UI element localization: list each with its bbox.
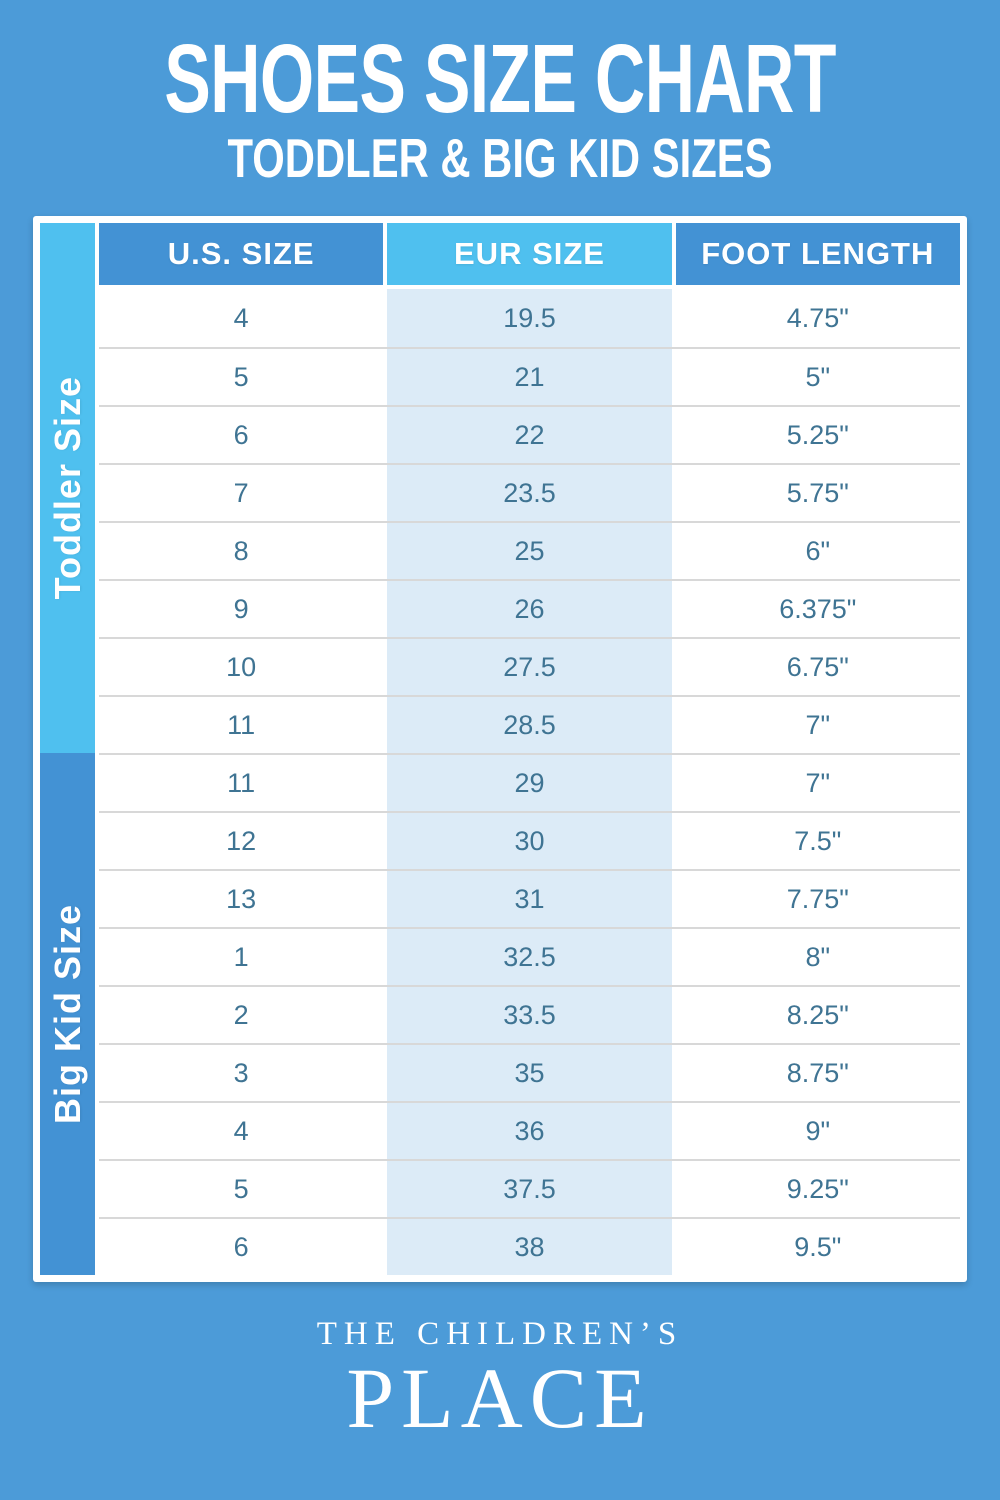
foot-length-cell: 5.25" — [676, 407, 960, 463]
table-row — [99, 811, 960, 869]
foot-length-cell: 5.75" — [676, 465, 960, 521]
us-size-cell: 1 — [99, 929, 383, 985]
us-size-cell: 11 — [99, 697, 383, 753]
eur-size-cell: 22 — [387, 407, 671, 463]
eur-size-cell: 31 — [387, 871, 671, 927]
table-row — [99, 347, 960, 405]
us-size-cell: 4 — [99, 1103, 383, 1159]
section-sidebar — [40, 223, 95, 1275]
eur-size-cell: 30 — [387, 813, 671, 869]
table-row — [99, 289, 960, 347]
table-row — [99, 985, 960, 1043]
table-row — [99, 405, 960, 463]
column-header-eur-size: EUR SIZE — [387, 223, 671, 285]
foot-length-cell: 8" — [676, 929, 960, 985]
eur-size-cell: 29 — [387, 755, 671, 811]
size-chart-table — [33, 216, 967, 1282]
eur-size-cell: 33.5 — [387, 987, 671, 1043]
brand-name-line1: THE CHILDREN’S — [316, 1316, 684, 1352]
table-row — [99, 463, 960, 521]
foot-length-cell: 7.5" — [676, 813, 960, 869]
table-header-row — [99, 223, 960, 285]
eur-size-cell: 37.5 — [387, 1161, 671, 1217]
section-toddler — [40, 223, 95, 753]
foot-length-cell: 9.25" — [676, 1161, 960, 1217]
foot-length-cell: 6.75" — [676, 639, 960, 695]
eur-size-cell: 32.5 — [387, 929, 671, 985]
page-title: SHOES SIZE CHART — [164, 24, 836, 133]
us-size-cell: 6 — [99, 1219, 383, 1275]
eur-size-cell: 23.5 — [387, 465, 671, 521]
table-row — [99, 869, 960, 927]
eur-size-cell: 26 — [387, 581, 671, 637]
eur-size-cell: 35 — [387, 1045, 671, 1101]
foot-length-cell: 9.5" — [676, 1219, 960, 1275]
us-size-cell: 9 — [99, 581, 383, 637]
table-row — [99, 927, 960, 985]
page-subtitle: TODDLER & BIG KID SIZES — [227, 127, 773, 189]
table-row — [99, 1159, 960, 1217]
brand-logo — [0, 1316, 1000, 1446]
table-row — [99, 753, 960, 811]
column-header-foot-length: FOOT LENGTH — [676, 223, 960, 285]
eur-size-cell: 28.5 — [387, 697, 671, 753]
table-row — [99, 637, 960, 695]
table-row — [99, 695, 960, 753]
us-size-cell: 11 — [99, 755, 383, 811]
foot-length-cell: 6.375" — [676, 581, 960, 637]
table-row — [99, 579, 960, 637]
foot-length-cell: 7.75" — [676, 871, 960, 927]
us-size-cell: 13 — [99, 871, 383, 927]
section-label-toddler: Toddler Size — [46, 376, 88, 600]
column-header-us-size: U.S. SIZE — [99, 223, 383, 285]
section-label-bigkid: Big Kid Size — [46, 903, 88, 1125]
table-body — [99, 289, 960, 1275]
us-size-cell: 5 — [99, 1161, 383, 1217]
eur-size-cell: 36 — [387, 1103, 671, 1159]
us-size-cell: 6 — [99, 407, 383, 463]
us-size-cell: 10 — [99, 639, 383, 695]
us-size-cell: 12 — [99, 813, 383, 869]
brand-name-line2: PLACE — [346, 1350, 654, 1446]
table-main — [99, 223, 960, 1275]
us-size-cell: 3 — [99, 1045, 383, 1101]
eur-size-cell: 38 — [387, 1219, 671, 1275]
foot-length-cell: 5" — [676, 349, 960, 405]
foot-length-cell: 4.75" — [676, 289, 960, 347]
foot-length-cell: 8.75" — [676, 1045, 960, 1101]
eur-size-cell: 25 — [387, 523, 671, 579]
eur-size-cell: 27.5 — [387, 639, 671, 695]
us-size-cell: 7 — [99, 465, 383, 521]
eur-size-cell: 21 — [387, 349, 671, 405]
table-row — [99, 1043, 960, 1101]
us-size-cell: 2 — [99, 987, 383, 1043]
table-row — [99, 1101, 960, 1159]
us-size-cell: 8 — [99, 523, 383, 579]
us-size-cell: 5 — [99, 349, 383, 405]
foot-length-cell: 6" — [676, 523, 960, 579]
section-bigkid — [40, 753, 95, 1275]
table-row — [99, 521, 960, 579]
eur-size-cell: 19.5 — [387, 289, 671, 347]
foot-length-cell: 8.25" — [676, 987, 960, 1043]
table-row — [99, 1217, 960, 1275]
foot-length-cell: 7" — [676, 697, 960, 753]
foot-length-cell: 9" — [676, 1103, 960, 1159]
foot-length-cell: 7" — [676, 755, 960, 811]
us-size-cell: 4 — [99, 289, 383, 347]
page-header — [0, 0, 1000, 189]
